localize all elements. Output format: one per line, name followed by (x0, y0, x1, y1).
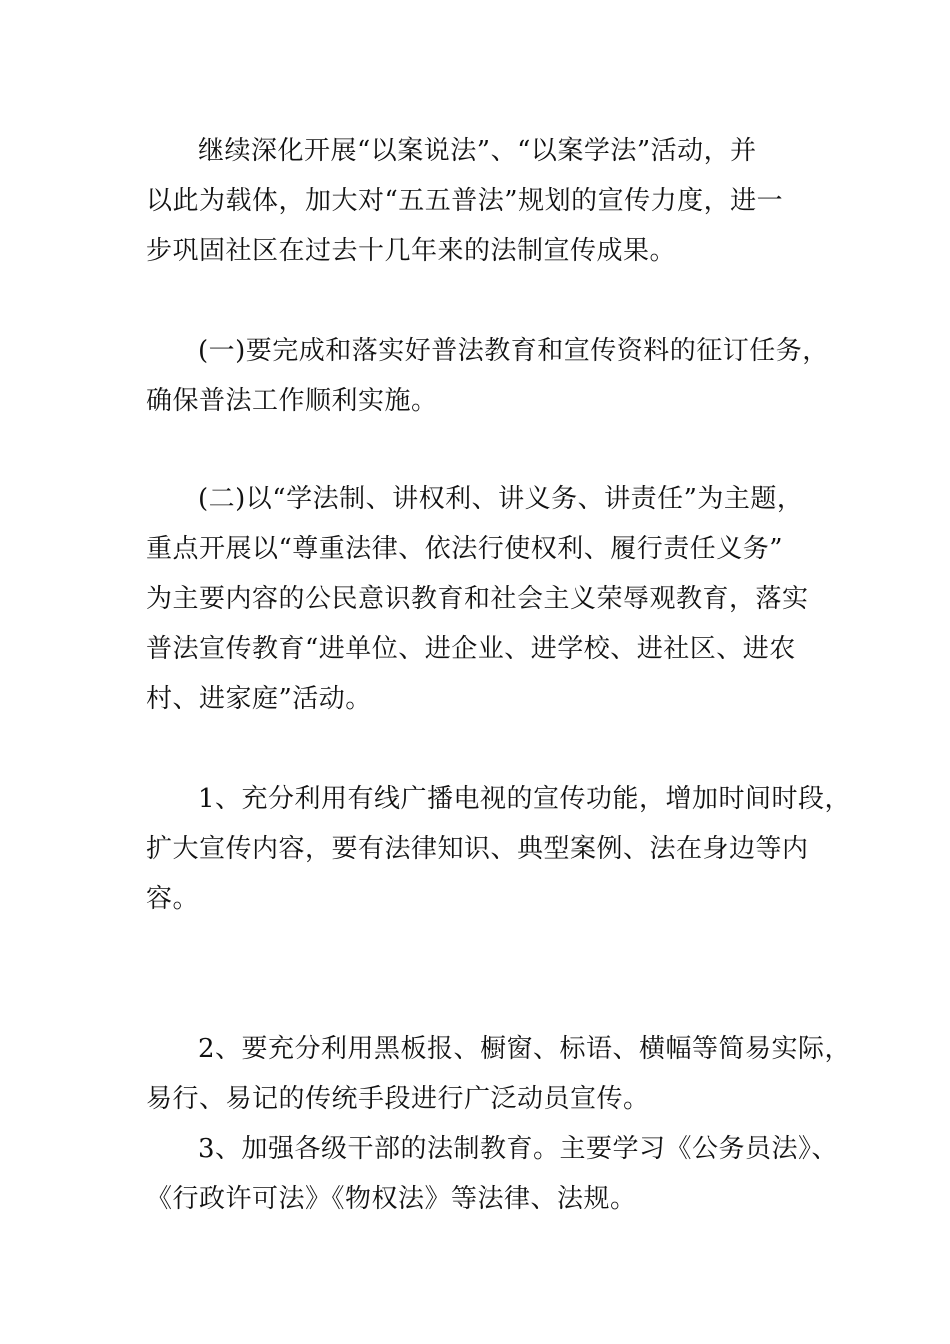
paragraph-line: 继续深化开展“以案说法”、“以案学法”活动，并 (198, 136, 757, 166)
paragraph-point-1 (146, 774, 852, 924)
paragraph-point-3 (146, 1124, 839, 1224)
paragraph-line: 《行政许可法》《物权法》等法律、法规。 (146, 1184, 637, 1214)
paragraph-line: 1、充分利用有线广播电视的宣传功能，增加时间时段， (198, 784, 852, 814)
paragraph-item-two (146, 474, 810, 724)
paragraph-line: (二)以“学法制、讲权利、讲义务、讲责任”为主题， (198, 484, 804, 514)
paragraph-line: 为主要内容的公民意识教育和社会主义荣辱观教育，落实 (146, 584, 809, 614)
paragraph-line: 2、要充分利用黑板报、橱窗、标语、横幅等简易实际， (198, 1034, 852, 1064)
paragraph-line: 步巩固社区在过去十几年来的法制宣传成果。 (146, 236, 677, 266)
paragraph-line: 容。 (146, 884, 200, 914)
paragraph-line: 普法宣传教育“进单位、进企业、进学校、进社区、进农 (146, 634, 796, 664)
paragraph-line: 易行、易记的传统手段进行广泛动员宣传。 (146, 1084, 650, 1114)
paragraph-line: (一)要完成和落实好普法教育和宣传资料的征订任务， (198, 336, 829, 366)
paragraph-line: 扩大宣传内容，要有法律知识、典型案例、法在身边等内 (146, 834, 809, 864)
paragraph-line: 村、进家庭”活动。 (146, 684, 372, 714)
paragraph-item-one (146, 326, 829, 426)
paragraph-case-law-activity (146, 126, 810, 276)
paragraph-line: 确保普法工作顺利实施。 (146, 386, 438, 416)
paragraph-line: 以此为载体，加大对“五五普法”规划的宣传力度，进一 (146, 186, 784, 216)
paragraph-line: 重点开展以“尊重法律、依法行使权利、履行责任义务” (146, 534, 784, 564)
paragraph-point-2 (146, 1024, 852, 1124)
paragraph-line: 3、加强各级干部的法制教育。主要学习《公务员法》、 (198, 1134, 839, 1164)
